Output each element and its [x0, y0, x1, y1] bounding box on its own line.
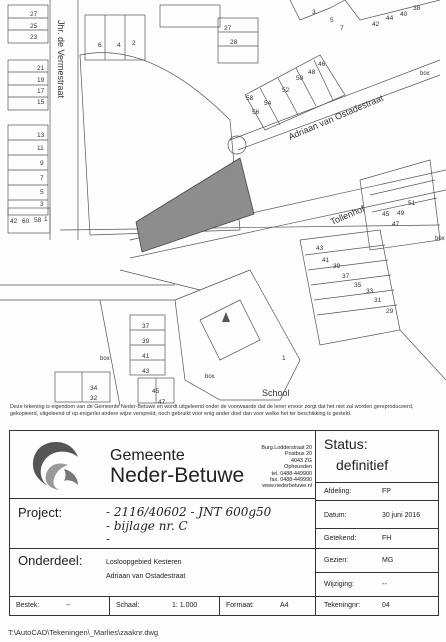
label-box-right: box [435, 236, 445, 242]
house-number: 54 [264, 100, 272, 107]
getekend-cell [316, 529, 438, 549]
wijziging-label: Wijziging: [324, 581, 354, 588]
house-number: 19 [37, 77, 45, 84]
label-box-top: box [420, 71, 430, 77]
house-number: 27 [224, 25, 232, 32]
datum-value: 30 juni 2016 [382, 512, 421, 519]
house-number: 29 [386, 308, 394, 315]
house-number: 31 [374, 297, 382, 304]
house-number: 7 [340, 25, 344, 32]
getekend-label: Getekend: [324, 535, 357, 542]
project-cell [10, 499, 316, 549]
house-number: 49 [397, 210, 405, 217]
house-number: 39 [333, 263, 341, 270]
status-cell [316, 431, 438, 483]
house-number: 42 [372, 21, 380, 28]
house-number: 58 [246, 95, 254, 102]
house-number: 37 [142, 323, 150, 330]
house-number: 21 [37, 65, 45, 72]
house-number: 38 [413, 5, 421, 12]
house-number: 56 [252, 109, 260, 116]
municipality-logo-icon [26, 437, 86, 492]
tekening-label: Tekeningnr: [324, 602, 361, 609]
gezien-cell [316, 549, 438, 573]
schaal-value: 1: 1.000 [172, 602, 198, 609]
house-number: 40 [400, 11, 408, 18]
onderdeel-label: Onderdeel: [18, 553, 83, 568]
gezien-value: MG [382, 557, 394, 564]
getekend-value: FH [382, 535, 392, 542]
house-number: 52 [282, 87, 290, 94]
address-line: fax. 0488-449990 [270, 477, 312, 484]
label-box-sw: box [100, 356, 110, 362]
house-number: 33 [366, 288, 374, 295]
house-number: 34 [90, 385, 98, 392]
formaat-cell [220, 597, 316, 615]
tekening-cell [316, 597, 438, 615]
label-box-mid: box [205, 374, 215, 380]
house-number: 44 [386, 15, 394, 22]
logo-cell [10, 431, 316, 499]
house-number: 2 [132, 40, 136, 47]
address-line: tel. 0488-449900 [271, 470, 312, 477]
house-number: 25 [30, 23, 38, 30]
house-number: 43 [142, 368, 150, 375]
house-number: 5 [330, 17, 334, 24]
house-number: 17 [37, 88, 45, 95]
wijziging-value: -- [382, 581, 387, 588]
project-handwritten-line2: - bijlage nr. C [106, 519, 188, 533]
disclaimer-text: Deze tekening is eigendom van de Gemeente Neder-Betuwe en wordt uitgeleend onder de voorwaarde dat de lener ervoor zorgt dat het niet zal worden gereproduceerd, gekopieerd, uitgeleend of op enigerlei andere wijze verspreid, noch gebruikt voor enig ander doel dan voor welke het ter beschikking is gesteld. [10, 404, 414, 417]
status-label: Status: [324, 436, 368, 452]
house-number: 47 [158, 399, 166, 406]
house-number: 45 [382, 211, 390, 218]
house-number: 7 [40, 175, 44, 182]
house-number: 43 [316, 245, 324, 252]
schaal-cell [110, 597, 220, 615]
house-number: 48 [308, 69, 316, 76]
address-line: 4043 ZG [291, 457, 312, 464]
house-number: 27 [30, 11, 38, 18]
address-line: Opheusden [284, 464, 312, 471]
street-label-ostadestraat: Adriaan van Ostadestraat [286, 92, 385, 142]
file-path: T:\AutoCAD\Tekeningen\_Marlies\zaaknr.dwg [8, 628, 159, 637]
house-number: 4 [117, 42, 121, 49]
project-label: Project: [18, 505, 63, 520]
municipality-address [260, 445, 312, 490]
house-number: 1 [44, 216, 48, 223]
bestek-cell [10, 597, 110, 615]
onderdeel-line2: Adriaan van Ostadestraat [106, 573, 186, 580]
formaat-value: A4 [280, 602, 289, 609]
afdeling-label: Afdeling: [324, 488, 352, 495]
formaat-label: Formaat: [226, 602, 255, 609]
afdeling-cell [316, 483, 438, 501]
address-line: www.nederbetuwe.nl [262, 483, 312, 490]
house-number: 39 [142, 338, 150, 345]
project-handwritten-line1: - 2116/40602 - JNT 600g50 [106, 505, 272, 519]
label-school: School [262, 388, 290, 398]
house-number: 23 [30, 34, 38, 41]
house-number: 35 [354, 282, 362, 289]
bestek-value: -- [66, 602, 71, 609]
house-number: 46 [318, 61, 326, 68]
house-number: 58 [34, 217, 42, 224]
house-number: 3 [40, 201, 44, 208]
house-number: 37 [342, 273, 350, 280]
house-number: 51 [408, 200, 416, 207]
datum-label: Datum: [324, 512, 347, 519]
municipality-name-line2: Neder-Betuwe [110, 464, 245, 487]
house-number: 41 [142, 353, 150, 360]
tekening-value: 04 [382, 602, 390, 609]
house-number: 13 [37, 132, 45, 139]
schaal-label: Schaal: [116, 602, 140, 609]
house-number: 1 [282, 355, 286, 362]
street-label-vermestraat: Jhr. de Vermestraat [56, 20, 66, 99]
house-number: 3 [312, 9, 316, 16]
house-number: 9 [40, 160, 44, 167]
street-label-tollenhof: Tollenhof [328, 203, 366, 227]
house-number: 15 [37, 99, 45, 106]
afdeling-value: FP [382, 488, 391, 495]
project-handwritten-line3: - [106, 532, 111, 546]
onderdeel-cell [10, 549, 316, 597]
wijziging-cell [316, 573, 438, 597]
house-number: 60 [22, 218, 30, 225]
address-line: Burg.Lodderstraat 20 [261, 445, 312, 451]
gezien-label: Gezien: [324, 557, 349, 564]
onderdeel-line1: Losloopgebied Kesteren [106, 559, 182, 566]
bestek-label: Bestek: [16, 602, 40, 609]
municipality-name-line1: Gemeente [110, 447, 185, 464]
house-number: 41 [322, 257, 330, 264]
house-number: 45 [152, 388, 160, 395]
house-number: 6 [98, 42, 102, 49]
house-number: 5 [40, 189, 44, 196]
status-value: definitief [336, 457, 389, 473]
house-number: 11 [37, 145, 44, 152]
house-number: 42 [10, 218, 18, 225]
title-block [9, 430, 439, 616]
house-number: 50 [296, 75, 304, 82]
house-number: 32 [90, 395, 98, 402]
house-number: 28 [230, 39, 238, 46]
address-line: Postbus 20 [285, 451, 312, 458]
house-number: 47 [392, 221, 400, 228]
datum-cell [316, 501, 438, 529]
